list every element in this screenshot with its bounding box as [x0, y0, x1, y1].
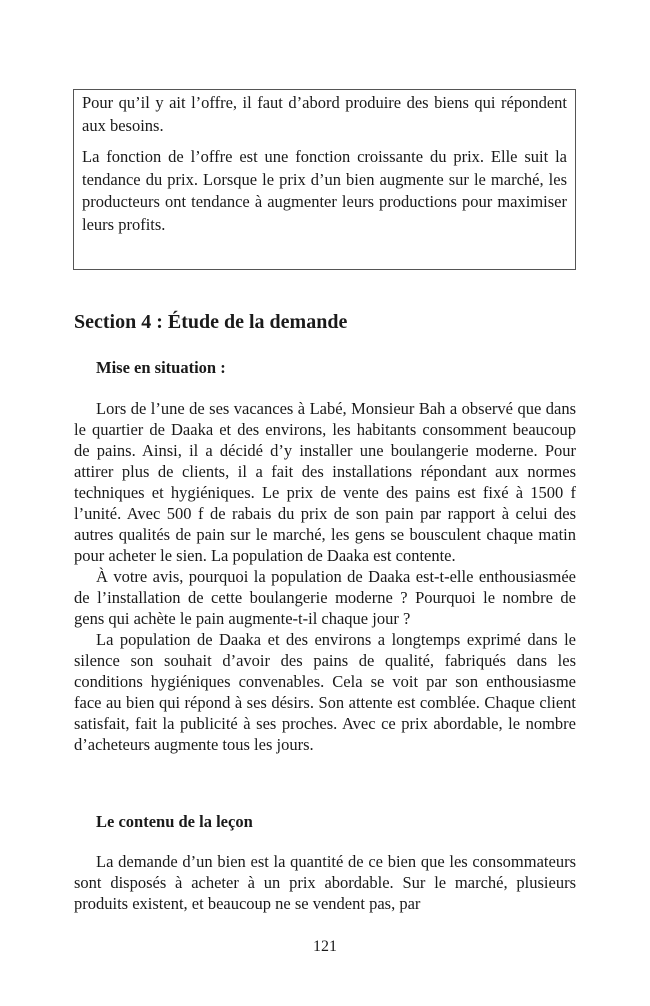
box-paragraph-1: Pour qu’il y ait l’offre, il faut d’abord produire des biens qui répondent aux besoins.: [82, 93, 567, 135]
mise-en-situation-heading: Mise en situation :: [96, 358, 226, 377]
contenu-paragraph-1: La demande d’un bien est la quantité de ce bien que les consommateurs sont disposés à acheter à un prix abordable. Sur le marché, plusieurs produits existent, et beaucoup ne se vendent pas, par: [74, 852, 576, 913]
situation-paragraph-2: À votre avis, pourquoi la population de Daaka est-t-elle enthousiasmée de l’installation de cette boulangerie moderne ? Pourquoi le nombre de gens qui achète le pain augmente-t-il chaque jour ?: [74, 567, 576, 628]
situation-paragraph-3: La population de Daaka et des environs a longtemps exprimé dans le silence son souhait d’avoir des pains de qualité, fabriqués dans les conditions hygiéniques convenables. Cela se voit par son enthousiasme face au bien qui répond à ses désirs. Son attente est comblée. Chaque client satisfait, fait la publicité à ses proches. Avec ce prix abordable, le nombre d’acheteurs augmente tous les jours.: [74, 630, 576, 754]
offer-summary-box: [73, 89, 576, 270]
box-paragraph-2: La fonction de l’offre est une fonction croissante du prix. Elle suit la tendance du prix. Lorsque le prix d’un bien augmente sur le marché, les producteurs ont tendance à augmenter leurs productions pour maximiser leurs profits.: [82, 147, 567, 234]
contenu-heading: Le contenu de la leçon: [96, 812, 253, 831]
contenu-text: [74, 851, 576, 914]
page-number: 121: [313, 938, 337, 955]
section-title: Section 4 : Étude de la demande: [74, 311, 348, 333]
mise-en-situation-text: [74, 398, 576, 755]
situation-paragraph-1: Lors de l’une de ses vacances à Labé, Monsieur Bah a observé que dans le quartier de Daaka et des environs, les habitants consomment beaucoup de pains. Ainsi, il a décidé d’y installer une boulangerie moderne. Pour attirer plus de clients, il a fait des installations répondant aux normes techniques et hygiéniques. Le prix de vente des pains est fixé à 1500 f l’unité. Avec 500 f de rabais du prix de son pain par rapport à celui des autres qualités de pain sur le marché, les gens se bousculent chaque matin pour acheter le sien. La population de Daaka est contente.: [74, 399, 576, 565]
